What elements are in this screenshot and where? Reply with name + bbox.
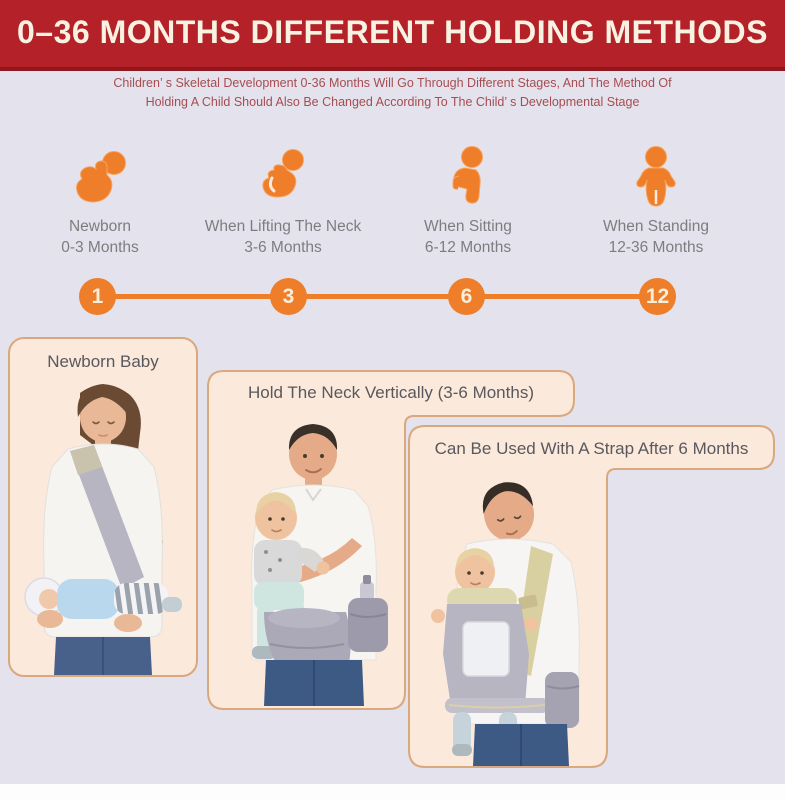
card-strap <box>408 425 775 768</box>
stage-label: When Lifting The Neck 3-6 Months <box>204 218 362 256</box>
card-title: Can Be Used With A Strap After 6 Months <box>434 439 749 458</box>
sitting-baby-icon <box>435 146 501 208</box>
father-carrier-photo <box>411 472 604 766</box>
father-jeans <box>473 724 569 766</box>
intro-line-2: Holding A Child Should Also Be Changed According To The Child’ s Developmental Stage <box>145 95 640 109</box>
bottom-white-strip <box>0 784 785 800</box>
timeline-milestone-6: 6 <box>448 278 485 315</box>
card-title: Newborn Baby <box>47 352 159 371</box>
stage-standing <box>546 142 766 258</box>
timeline-milestone-1: 1 <box>79 278 116 315</box>
father-hipseat-photo <box>210 418 402 706</box>
card-newborn-baby <box>8 337 198 677</box>
timeline-milestone-3: 3 <box>270 278 307 315</box>
banner-title: 0–36 MONTHS DIFFERENT HOLDING METHODS <box>17 14 768 50</box>
standing-baby-icon <box>623 146 689 208</box>
card-title: Hold The Neck Vertically (3-6 Months) <box>248 383 534 402</box>
stage-label: When Sitting 6-12 Months <box>424 218 512 256</box>
timeline-milestone-12: 12 <box>639 278 676 315</box>
stage-label: Newborn 0-3 Months <box>61 218 139 256</box>
lifting-neck-baby-icon <box>250 148 316 208</box>
stage-sitting <box>358 142 578 258</box>
stage-label: When Standing 12-36 Months <box>603 218 709 256</box>
mother-newborn-photo <box>10 373 196 675</box>
father-jeans <box>264 660 364 706</box>
mother-jeans <box>54 637 152 675</box>
newborn-baby-icon <box>67 148 133 208</box>
intro-text <box>0 74 785 112</box>
intro-line-1: Children’ s Skeletal Development 0-36 Months Will Go Through Different Stages, And The Method Of <box>113 76 672 90</box>
banner <box>0 0 785 71</box>
timeline-line <box>97 294 657 299</box>
